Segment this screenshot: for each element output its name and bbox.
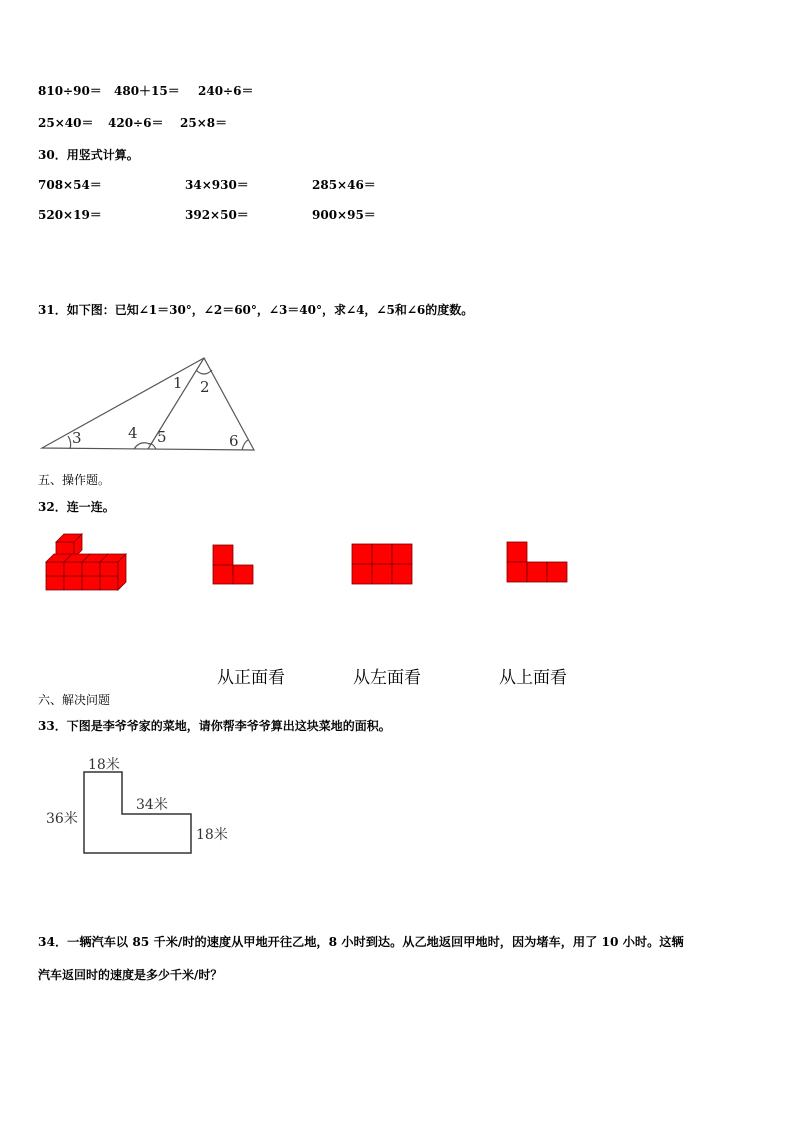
view-label-left: 从左面看 — [353, 668, 421, 688]
view-label-front: 从正面看 — [217, 668, 285, 688]
q30-expr-4: 520×19＝ — [38, 208, 102, 222]
angle-label-1: 1 — [173, 374, 183, 392]
q30-title: 30．用竖式计算。 — [38, 148, 139, 162]
angle-label-6: 6 — [229, 432, 239, 450]
section-6-title: 六、解决问题 — [38, 693, 111, 707]
cube-view-shape-2 — [351, 543, 413, 585]
cube-view-shape-3 — [506, 541, 568, 583]
angle-label-2: 2 — [200, 378, 210, 396]
q30-expr-3: 285×46＝ — [312, 178, 376, 192]
q30-expr-1: 708×54＝ — [38, 178, 102, 192]
field-shape-figure — [44, 755, 244, 865]
angle-label-5: 5 — [157, 428, 167, 446]
q29-expr-3: 240÷6＝ — [198, 84, 254, 98]
q29-expr-4: 25×40＝ — [38, 116, 94, 130]
q29-expr-1: 810÷90＝ — [38, 84, 102, 98]
dim-right: 18米 — [196, 827, 228, 843]
q32-question: 32．连一连。 — [38, 500, 115, 514]
q30-expr-6: 900×95＝ — [312, 208, 376, 222]
q30-expr-5: 392×50＝ — [185, 208, 249, 222]
dim-left: 36米 — [46, 811, 78, 827]
q33-question: 33．下图是李爷爷家的菜地，请你帮李爷爷算出这块菜地的面积。 — [38, 719, 391, 733]
q29-expr-6: 25×8＝ — [180, 116, 228, 130]
q29-expr-2: 480＋15＝ — [114, 84, 180, 98]
q30-expr-2: 34×930＝ — [185, 178, 249, 192]
q34-question-line-1: 34．一辆汽车以 85 千米/时的速度从甲地开往乙地，8 小时到达。从乙地返回甲地时，因为堵车，用了 10 小时。这辆 — [38, 935, 684, 949]
angle-label-4: 4 — [128, 424, 138, 442]
q31-question: 31．如下图：已知∠1＝30°，∠2＝60°，∠3＝40°，求∠4，∠5和∠6的度数。 — [38, 303, 474, 317]
q34-question-line-2: 汽车返回时的速度是多少千米/时？ — [38, 968, 223, 982]
cube-view-shape-1 — [212, 544, 254, 584]
section-5-title: 五、操作题。 — [38, 473, 111, 487]
q29-expr-5: 420÷6＝ — [108, 116, 164, 130]
dim-top: 18米 — [88, 757, 120, 773]
angle-label-3: 3 — [72, 429, 82, 447]
dim-inner: 34米 — [136, 797, 168, 813]
cube-solid-figure — [44, 532, 134, 594]
triangle-figure — [38, 350, 268, 460]
view-label-top: 从上面看 — [499, 668, 567, 688]
